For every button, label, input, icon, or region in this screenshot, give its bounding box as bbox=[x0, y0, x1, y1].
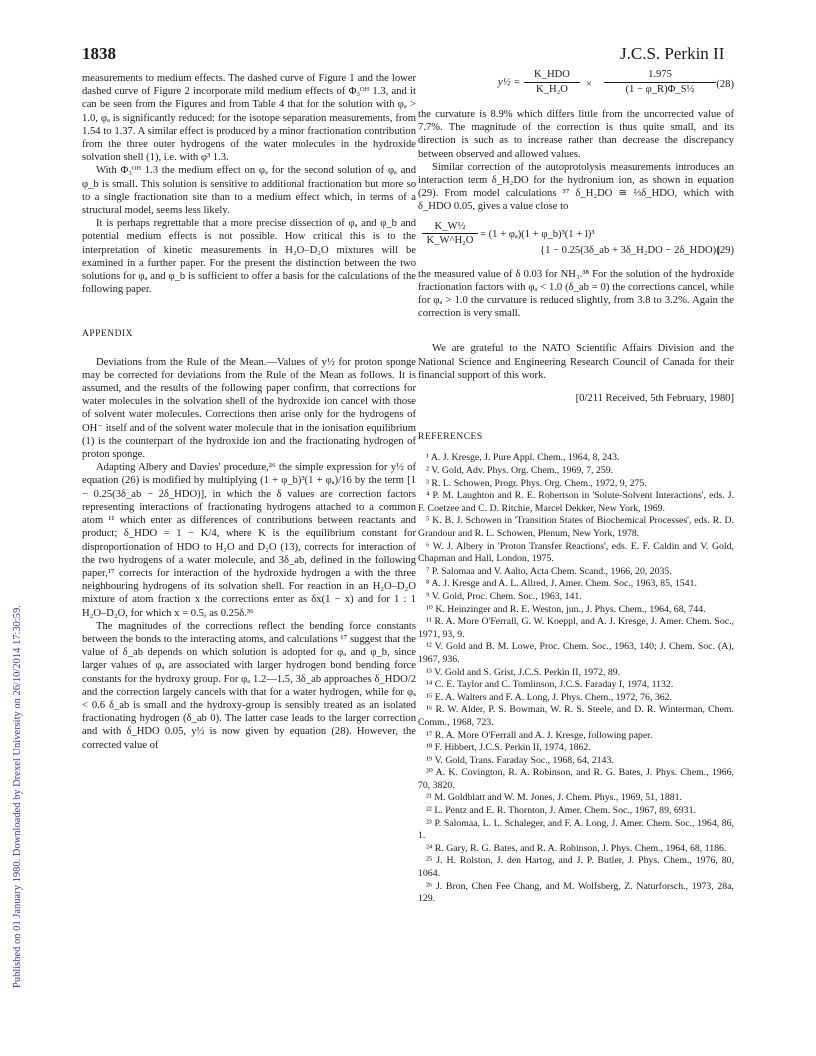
reference-item: ¹⁸ F. Hibbert, J.C.S. Perkin II, 1974, 1862. bbox=[426, 742, 591, 754]
paragraph: Similar correction of the autoprotolysis measurements introduces an interaction term δ_H₂DO for the hydronium ion, as shown in equation (29). From model calculations ³⁷ δ_H₂DO ≅ ⅔δ_HDO, which with δ_HDO 0.05, gives a value close to bbox=[418, 161, 734, 213]
paragraph: Deviations from the Rule of the Mean.—Values of y½ for proton sponge may be corrected for deviations from the Rule of the Mean as follows. It is assumed, and the results of the following paper confirm, that corrections for water molecules in the solvation shell of the hydroxide ion cancel with those of solvent water molecules. Corrections then arise only for the hydrogens of OH⁻ itself and of the solvent water molecule that in the ionisation equilibrium (1) is the counterpart of the hydroxide ion and the fractionating hydrogen of proton sponge. bbox=[82, 356, 416, 461]
paragraph: the curvature is 8.9% which differs little from the uncorrected value of 7.7%. The magnitude of the correction is thus quite small, and its direction is such as to increase rather than decrease the discrepancy between observed and allowed values. bbox=[418, 109, 734, 160]
equation-fraction bbox=[604, 68, 716, 96]
fraction-denominator: K_W^H₂O bbox=[426, 234, 474, 246]
fraction-numerator: K_W½ bbox=[422, 220, 478, 234]
right-column bbox=[418, 69, 734, 906]
equation-line: {1 − 0.25(3δ_ab + 3δ_H₂DO − 2δ_HDO)} bbox=[540, 244, 722, 256]
fraction-denominator: K_H₂O bbox=[536, 84, 568, 96]
reference-item: ¹⁴ C. E. Taylor and C. Tomlinson, J.C.S. Faraday I, 1974, 1132. bbox=[426, 679, 674, 691]
paragraph: With Φ₃ᴼᴴ 1.3 the medium effect on φₐ for the second solution of φₐ and φ_b is small. This solution is sensitive to additional fractionation but more so to a single fractionation site than to a medium effect which, in terms of a structural model, seems less likely. bbox=[82, 165, 416, 217]
page-number: 1838 bbox=[82, 44, 116, 63]
reference-item: ⁵ K. B. J. Schowen in 'Transition States of Biochemical Processes', eds. R. D. Grandour and R. L. Schowen, Plenum, New York, 1978. bbox=[418, 515, 734, 540]
acknowledgement: We are grateful to the NATO Scientific Affairs Division and the National Science and Engineering Research Council of Canada for their financial support of this work. bbox=[418, 343, 734, 381]
reference-item: ¹⁶ R. W. Alder, P. S. Bowman, W. R. S. Steele, and D. R. Winterman, Chem. Comm., 1968, 723. bbox=[418, 704, 734, 728]
fraction-numerator: K_HDO bbox=[524, 68, 580, 83]
reference-item: ⁹ V. Gold, Proc. Chem. Soc., 1963, 141. bbox=[426, 590, 582, 602]
reference-item: ¹⁷ R. A. More O'Ferrall and A. J. Kresge, following paper. bbox=[426, 729, 653, 741]
reference-item: ¹ A. J. Kresge, J. Pure Appl. Chem., 1964, 8, 243. bbox=[426, 452, 620, 464]
equation-fraction bbox=[422, 220, 478, 247]
equation-line: = (1 + φₐ)(1 + φ_b)³(1 + l)³ bbox=[480, 228, 595, 240]
paragraph: Adapting Albery and Davies' procedure,²⁶ the simple expression for y½ of equation (26) is modified by multiplying (1 + φ_b)³(1 + φₐ)/16 by the term [1 − 0.25(3δ_ab − 2δ_HDO)], in which the δ values are correction factors representing interactions of fractionating hydrogens attached to a common atom ¹¹ which enter as differences of contributions between reactants and product; δ_HDO = 1 − K/4, where K is the equilibrium constant for disproportionation of HDO to H₂O and D₂O (13), corrects for interaction of the two hydrogens of a water molecule, and 3δ_ab, defined in the following paper,¹⁷ corrects for interaction of the hydroxide hydrogen a with the three neighbouring hydrogens of its solvation shell. For reaction in an H₂O–D₂O mixture of atom fraction x the corrections enter as δx(1 − x) and for 1 : 1 H₂O–D₂O, for which x = 0.5, as 0.25δ.³⁶ bbox=[82, 462, 416, 619]
download-notice: Published on 01 January 1980. Downloaded by Drexel University on 26/10/2014 17:30:59. bbox=[12, 605, 23, 988]
reference-item: ⁶ W. J. Albery in 'Proton Transfer Reactions', eds. E. F. Caldin and V. Gold, Chapman and Hall, London, 1975. bbox=[418, 540, 734, 565]
reference-item: ²⁴ R. Gary, R. G. Bates, and R. A. Robinson, J. Phys. Chem., 1964, 68, 1186. bbox=[426, 842, 727, 854]
reference-item: ⁴ P. M. Laughton and R. E. Robertson in 'Solute-Solvent Interactions', eds. J. F. Coetzee and C. D. Ritchie, Marcel Dekker, New York, 1969. bbox=[418, 490, 734, 514]
equation-fraction bbox=[524, 68, 580, 96]
reference-item: ²² L. Pentz and E. R. Thornton, J. Amer. Chem. Soc., 1967, 89, 6931. bbox=[426, 805, 696, 817]
reference-item: ¹² V. Gold and B. M. Lowe, Proc. Chem. Soc., 1963, 140; J. Chem. Soc. (A), 1967, 936. bbox=[418, 641, 734, 665]
reference-item: ²³ P. Salomaa, L. L. Schaleger, and F. A. Long, J. Amer. Chem. Soc., 1964, 86, 1. bbox=[418, 817, 734, 842]
reference-item: ⁷ P. Salomaa and V. Aalto, Acta Chem. Scand., 1966, 20, 2035. bbox=[426, 565, 672, 577]
equation-number: (28) bbox=[716, 79, 734, 90]
reference-item: ¹³ V. Gold and S. Grist, J.C.S. Perkin II, 1972, 89. bbox=[426, 666, 621, 678]
equation-28 bbox=[418, 69, 734, 108]
reference-item: ³ R. L. Schowen, Progr. Phys. Org. Chem., 1972, 9, 275. bbox=[426, 477, 647, 489]
paragraph: The magnitudes of the corrections reflect the bending force constants between the bonds to the interacting atoms, and calculations ¹⁷ suggest that the value of δ_ab depends on which solution is adopted for φₐ and φ_b, since larger values of φₐ are associated with larger hydrogen bond bending force constants for the hydroxy group. For φₐ 1.2—1.5, 3δ_ab approaches δ_HDO/2 and the correction largely cancels with that for a water hydrogen, while for φₐ < 0.6 δ_ab is small and the hydroxy-group is sensibly treated as an isolated fractionating hydrogen (δ_ab 0). The latter case leads to the larger correction and with δ_HDO 0.05, y½ is now given by equation (28). However, the corrected value of bbox=[82, 620, 416, 751]
reference-item: ⁸ A. J. Kresge and A. L. Allred, J. Amer. Chem. Soc., 1963, 85, 1541. bbox=[426, 578, 697, 590]
reference-list bbox=[418, 452, 734, 905]
appendix-heading: APPENDIX bbox=[82, 329, 133, 340]
left-column bbox=[82, 72, 416, 752]
equation-number: (29) bbox=[716, 244, 734, 256]
paragraph: It is perhaps regrettable that a more precise dissection of φₐ and φ_b and potential medium effects is not possible. How critical this is to the interpretation of kinetic measurements in H₂O–D₂O mixtures will be examined in a further paper. For the present the distinction between the two solutions for φₐ and φ_b is sufficient to offer a basis for the calculations of the following paper. bbox=[82, 218, 416, 296]
journal-title: J.C.S. Perkin II bbox=[620, 44, 725, 63]
reference-item: ²⁶ J. Bron, Chen Fee Chang, and M. Wolfsberg, Z. Naturforsch., 1973, 28a, 129. bbox=[418, 880, 734, 905]
reference-item: ²⁵ J. H. Rolston, J. den Hartog, and J. P. Butler, J. Phys. Chem., 1976, 80, 1064. bbox=[418, 855, 734, 880]
reference-item: ¹¹ R. A. More O'Ferrall, G. W. Koeppl, and A. J. Kresge, J. Amer. Chem. Soc., 1971, 93, 9. bbox=[418, 616, 734, 640]
reference-item: ²⁰ A. K. Covington, R. A. Robinson, and R. G. Bates, J. Phys. Chem., 1966, 70, 3820. bbox=[418, 767, 734, 791]
reference-item: ¹⁰ K. Heinzinger and R. E. Weston, jun., J. Phys. Chem., 1964, 68, 744. bbox=[426, 603, 706, 615]
fraction-denominator: (1 − φ_R)Φ_S½ bbox=[625, 84, 695, 96]
equation-lhs: y½ = bbox=[498, 77, 521, 88]
paragraph: the measured value of δ 0.03 for NH₃.³⁸ For the solution of the hydroxide fractionation factors with φₐ < 1.0 (δ_ab = 0) the corrections cancel, while for φₐ > 1.0 the curvature is reduced slightly, from 3.8 to 3.2%. Again the correction is very small. bbox=[418, 268, 734, 320]
reference-item: ¹⁹ V. Gold, Trans. Faraday Soc., 1968, 64, 2143. bbox=[426, 754, 614, 766]
reference-item: ¹⁵ E. A. Walters and F. A. Long, J. Phys. Chem., 1972, 76, 362. bbox=[426, 691, 672, 703]
reference-item: ² V. Gold, Adv. Phys. Org. Chem., 1969, 7, 259. bbox=[426, 465, 614, 477]
fraction-numerator: 1.975 bbox=[604, 68, 716, 83]
equation-29 bbox=[418, 220, 734, 268]
paragraph: measurements to medium effects. The dashed curve of Figure 1 and the lower dashed curve of Figure 2 incorporate mild medium effects of Φ₃ᴼᴴ 1.3, and it can be seen from the Figures and from Table 4 that for the solution with φₐ > 1.0, φₐ is significantly reduced: for the isotope separation measurements, from 1.54 to 1.37. A similar effect is produced by a minor fractionation contribution from the three outer hydrogens of the water molecules in the hydroxide solvation shell (1), i.e. with φ³ 1.3. bbox=[82, 73, 416, 164]
times-sign: × bbox=[586, 79, 592, 90]
reference-item: ²¹ M. Goldblatt and W. M. Jones, J. Chem. Phys., 1969, 51, 1881. bbox=[426, 792, 682, 804]
received-date: [0/211 Received, 5th February, 1980] bbox=[575, 393, 734, 405]
references-heading: REFERENCES bbox=[418, 432, 483, 443]
